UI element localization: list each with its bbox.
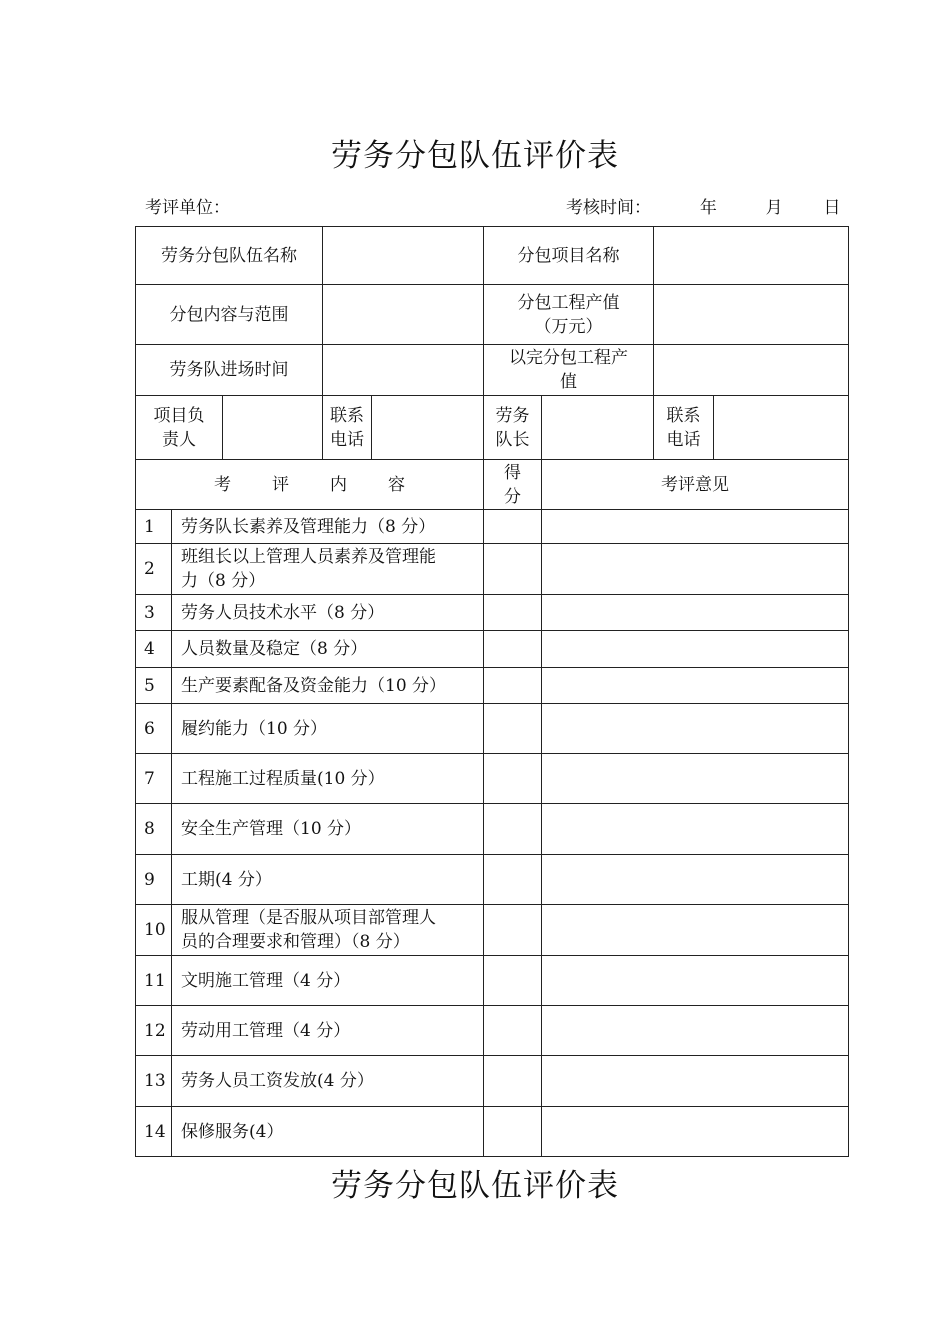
- criteria-text: [172, 704, 484, 754]
- opinion-cell[interactable]: [542, 855, 849, 905]
- criteria-text: [172, 595, 484, 631]
- opinion-cell[interactable]: [542, 1006, 849, 1056]
- criteria-number: 5: [136, 668, 172, 704]
- team-name-row: [136, 227, 849, 285]
- criteria-row: [136, 855, 849, 905]
- score-cell[interactable]: [484, 754, 542, 804]
- criteria-header-char: 内: [330, 474, 347, 495]
- opinion-cell[interactable]: [542, 754, 849, 804]
- criteria-text: [172, 804, 484, 855]
- score-cell[interactable]: [484, 1006, 542, 1056]
- criteria-row: [136, 510, 849, 544]
- criteria-text-line1: 生产要素配备及资金能力（10 分）: [181, 675, 447, 696]
- completed-output-label-line1: 以完分包工程产: [509, 348, 629, 368]
- team-leader-label-line2: 队长: [495, 429, 530, 450]
- page-title-repeat: 劳务分包队伍评价表: [331, 1168, 619, 1204]
- criteria-text: [172, 631, 484, 668]
- opinion-cell[interactable]: [542, 704, 849, 754]
- criteria-row: [136, 905, 849, 956]
- score-cell[interactable]: [484, 510, 542, 544]
- scope-label: 分包内容与范围: [136, 285, 323, 345]
- output-value-label-line2: （万元）: [534, 316, 603, 337]
- leader-phone-value[interactable]: [714, 396, 849, 460]
- criteria-number: 6: [136, 704, 172, 754]
- leader-phone-label-line1: 联系: [666, 405, 701, 426]
- opinion-cell[interactable]: [542, 668, 849, 704]
- contact-phone-label-line2: 电话: [330, 429, 365, 450]
- criteria-number: 11: [136, 956, 172, 1006]
- output-value-value[interactable]: [654, 285, 849, 345]
- criteria-text-line2: 力（8 分）: [181, 571, 266, 591]
- scope-row: [136, 285, 849, 345]
- project-manager-value[interactable]: [223, 396, 323, 460]
- criteria-text-line1: 劳动用工管理（4 分）: [181, 1020, 351, 1041]
- criteria-text: [172, 1056, 484, 1107]
- team-name-label: 劳务分包队伍名称: [136, 227, 323, 285]
- criteria-text-line1: 劳务人员工资发放(4 分）: [181, 1071, 374, 1091]
- contact-phone-label: [323, 396, 372, 460]
- opinion-cell[interactable]: [542, 544, 849, 595]
- team-leader-label-line1: 劳务: [495, 405, 530, 426]
- criteria-text-line1: 保修服务(4）: [181, 1121, 284, 1142]
- completed-output-label-line2: 值: [560, 372, 578, 392]
- criteria-header-char: 考: [214, 474, 231, 495]
- page-title: 劳务分包队伍评价表: [331, 138, 619, 174]
- team-leader-label: [484, 396, 542, 460]
- evaluation-table: [135, 226, 849, 1157]
- score-cell[interactable]: [484, 544, 542, 595]
- project-name-value[interactable]: [654, 227, 849, 285]
- output-value-label-line1: 分包工程产值: [517, 292, 620, 313]
- criteria-list: [136, 510, 849, 1157]
- opinion-cell[interactable]: [542, 595, 849, 631]
- criteria-text: [172, 510, 484, 544]
- criteria-row: [136, 544, 849, 595]
- criteria-header-char: 容: [388, 474, 405, 495]
- criteria-row: [136, 1056, 849, 1107]
- opinion-cell[interactable]: [542, 804, 849, 855]
- criteria-number: 3: [136, 595, 172, 631]
- criteria-text: [172, 544, 484, 595]
- score-header-line2: 分: [504, 486, 522, 507]
- day-label: 日: [823, 198, 841, 218]
- leader-phone-label-line2: 电话: [666, 429, 701, 450]
- criteria-text-line1: 文明施工管理（4 分）: [181, 970, 351, 991]
- criteria-row: [136, 1107, 849, 1157]
- criteria-text-line1: 服从管理（是否服从项目部管理人: [181, 908, 436, 928]
- criteria-number: 14: [136, 1107, 172, 1157]
- criteria-number: 4: [136, 631, 172, 668]
- score-header-line1: 得: [504, 462, 522, 483]
- criteria-text-line1: 劳务队长素养及管理能力（8 分）: [181, 516, 436, 537]
- score-cell[interactable]: [484, 631, 542, 668]
- opinion-cell[interactable]: [542, 956, 849, 1006]
- project-manager-label-line2: 责人: [162, 429, 196, 450]
- criteria-row: [136, 956, 849, 1006]
- opinion-cell[interactable]: [542, 905, 849, 956]
- criteria-text: [172, 855, 484, 905]
- score-cell[interactable]: [484, 804, 542, 855]
- entry-time-label: 劳务队进场时间: [136, 345, 323, 396]
- score-cell[interactable]: [484, 855, 542, 905]
- opinion-cell[interactable]: [542, 1056, 849, 1107]
- criteria-number: 7: [136, 754, 172, 804]
- output-value-label: [484, 285, 654, 345]
- project-manager-label: [136, 396, 223, 460]
- team-leader-value[interactable]: [542, 396, 654, 460]
- team-name-value[interactable]: [323, 227, 484, 285]
- completed-output-value[interactable]: [654, 345, 849, 396]
- criteria-text-line1: 履约能力（10 分）: [181, 718, 328, 739]
- criteria-text-line1: 工期(4 分）: [181, 869, 272, 890]
- opinion-cell[interactable]: [542, 631, 849, 668]
- leader-phone-label: [654, 396, 714, 460]
- criteria-row: [136, 595, 849, 631]
- criteria-text: [172, 905, 484, 956]
- criteria-text-line1: 劳务人员技术水平（8 分）: [181, 602, 385, 623]
- criteria-text: [172, 668, 484, 704]
- criteria-number: 2: [136, 544, 172, 595]
- score-cell[interactable]: [484, 668, 542, 704]
- score-cell[interactable]: [484, 956, 542, 1006]
- criteria-row: [136, 1006, 849, 1056]
- project-manager-label-line1: 项目负: [153, 405, 205, 426]
- criteria-text: [172, 1107, 484, 1157]
- criteria-number: 13: [136, 1056, 172, 1107]
- scope-value[interactable]: [323, 285, 484, 345]
- criteria-row: [136, 804, 849, 855]
- criteria-text: [172, 956, 484, 1006]
- score-cell[interactable]: [484, 905, 542, 956]
- criteria-text-line1: 安全生产管理（10 分）: [181, 819, 362, 839]
- month-label: 月: [765, 198, 783, 218]
- criteria-row: [136, 631, 849, 668]
- criteria-text-line1: 班组长以上管理人员素养及管理能: [181, 547, 436, 567]
- evaluation-unit-label: 考评单位：: [145, 198, 230, 218]
- score-cell[interactable]: [484, 1107, 542, 1157]
- criteria-row: [136, 754, 849, 804]
- criteria-header-char: 评: [272, 474, 289, 495]
- criteria-text: [172, 754, 484, 804]
- criteria-number: 10: [136, 905, 172, 956]
- score-header: [484, 460, 542, 510]
- criteria-text-line1: 人员数量及稳定（8 分）: [181, 639, 368, 659]
- entry-time-row: [136, 345, 849, 396]
- criteria-header-row: [136, 460, 849, 510]
- criteria-number: 8: [136, 804, 172, 855]
- score-cell[interactable]: [484, 704, 542, 754]
- evaluation-date: [566, 193, 840, 218]
- entry-time-value[interactable]: [323, 345, 484, 396]
- opinion-cell[interactable]: [542, 1107, 849, 1157]
- criteria-text-line2: 员的合理要求和管理）（8 分）: [181, 932, 410, 952]
- project-name-label: 分包项目名称: [484, 227, 654, 285]
- completed-output-label: [484, 345, 654, 396]
- criteria-row: [136, 668, 849, 704]
- criteria-header: [136, 460, 484, 510]
- criteria-number: 9: [136, 855, 172, 905]
- criteria-text-line1: 工程施工过程质量(10 分）: [181, 768, 385, 789]
- year-label: 年: [699, 198, 717, 218]
- criteria-number: 1: [136, 510, 172, 544]
- contact-phone-value[interactable]: [372, 396, 484, 460]
- opinion-header: 考评意见: [542, 460, 849, 510]
- evaluation-time-label: 考核时间：: [566, 198, 651, 218]
- opinion-cell[interactable]: [542, 510, 849, 544]
- criteria-number: 12: [136, 1006, 172, 1056]
- contact-phone-label-line1: 联系: [330, 405, 365, 426]
- score-cell[interactable]: [484, 595, 542, 631]
- score-cell[interactable]: [484, 1056, 542, 1107]
- criteria-text: [172, 1006, 484, 1056]
- criteria-row: [136, 704, 849, 754]
- contact-row: [136, 396, 849, 460]
